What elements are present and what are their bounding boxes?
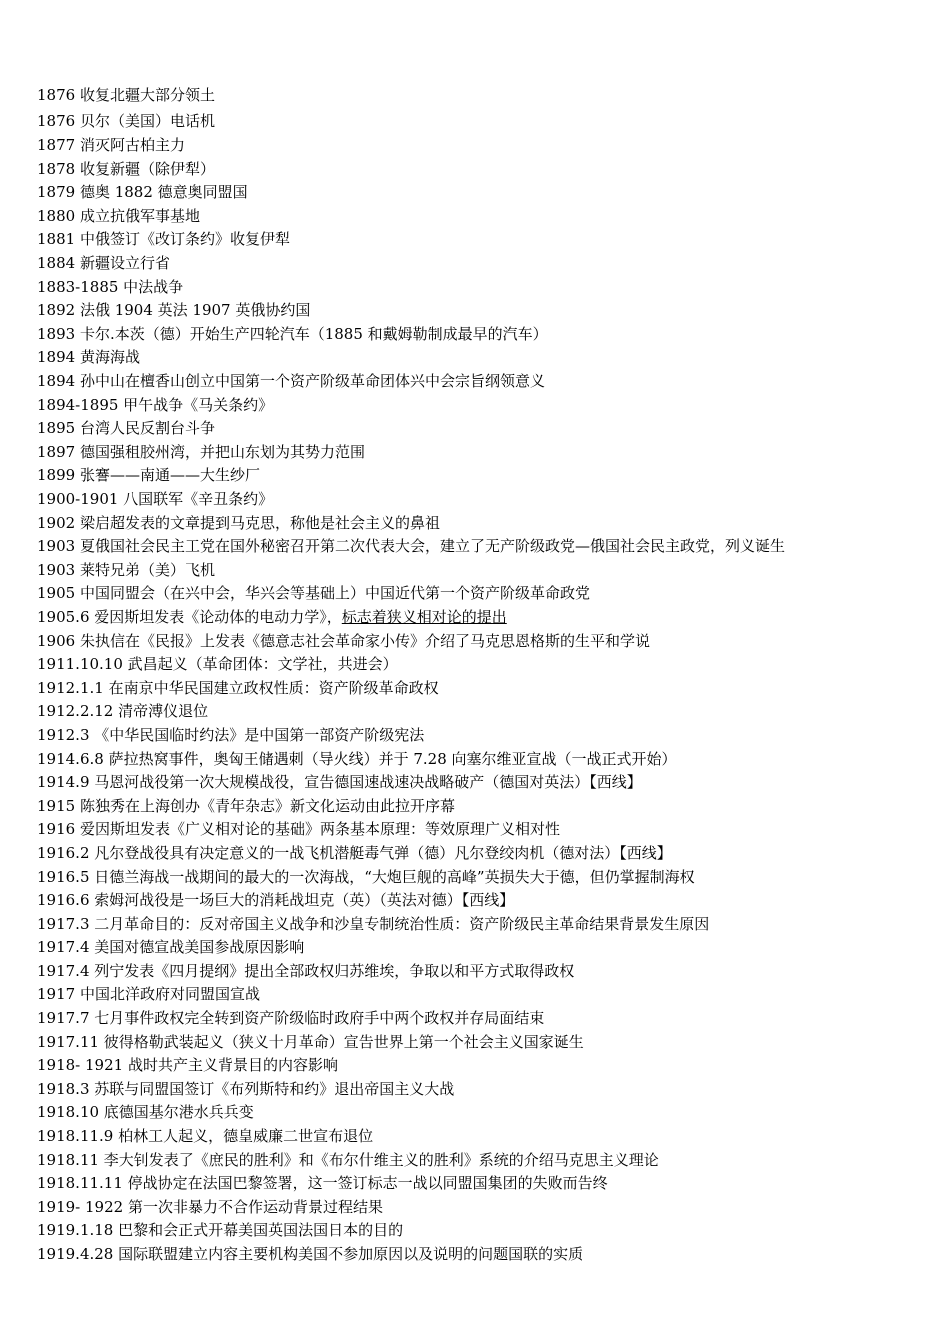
timeline-entry-text: 1895 台湾人民反割台斗争: [37, 419, 215, 438]
timeline-entry: [37, 771, 930, 795]
timeline-entry: [37, 889, 930, 913]
timeline-entry: [37, 700, 930, 724]
timeline-entry: [37, 158, 930, 182]
timeline-entry-text: 1894 黄海海战: [37, 348, 140, 367]
timeline-entry-text: 1893 卡尔.本茨（德）开始生产四轮汽车（1885 和戴姆勒制成最早的汽车）: [37, 324, 548, 343]
timeline-entry: [37, 1125, 930, 1149]
timeline-entry: [37, 276, 930, 300]
timeline-entry: [37, 983, 930, 1007]
timeline-entry: [37, 346, 930, 370]
timeline-entry-text: 1903 莱特兄弟（美）飞机: [37, 560, 215, 579]
timeline-entry-text: 1877 消灭阿古柏主力: [37, 136, 185, 155]
timeline-entry-text: 1917.11 彼得格勒武装起义（狭义十月革命）宣告世界上第一个社会主义国家诞生: [37, 1032, 584, 1051]
timeline-entry-text: 1903 夏俄国社会民主工党在国外秘密召开第二次代表大会，建立了无产阶级政党—俄国社会民主政党，列义诞生: [37, 537, 785, 556]
timeline-entry: [37, 1149, 930, 1173]
timeline-entry: [37, 1101, 930, 1125]
timeline-entry: [37, 795, 930, 819]
timeline-list: [37, 84, 930, 1267]
timeline-entry-text: 1917.4 美国对德宣战美国参战原因影响: [37, 938, 305, 957]
timeline-entry: [37, 866, 930, 890]
underlined-text: 标志着狭义相对论的提出: [341, 607, 507, 626]
timeline-entry-text: 1905.6 爱因斯坦发表《论动体的电动力学》，: [37, 607, 342, 626]
timeline-entry-text: 1914.9 马恩河战役第一次大规模战役，宣告德国速战速决战略破产（德国对英法）【西线】: [37, 773, 642, 792]
timeline-entry: [37, 370, 930, 394]
timeline-entry: [37, 1031, 930, 1055]
timeline-entry: [37, 417, 930, 441]
timeline-entry: [37, 582, 930, 606]
timeline-entry: [37, 842, 930, 866]
timeline-entry-text: 1906 朱执信在《民报》上发表《德意志社会革命家小传》介绍了马克思恩格斯的生平和学说: [37, 631, 650, 650]
timeline-entry-text: 1916.2 凡尔登战役具有决定意义的一战飞机潜艇毒气弹（德）凡尔登绞肉机（德对法）【西线】: [37, 843, 672, 862]
timeline-entry-text: 1919- 1922 第一次非暴力不合作运动背景过程结果: [37, 1197, 383, 1216]
timeline-entry: [37, 512, 930, 536]
timeline-entry-text: 1878 收复新疆（除伊犁）: [37, 159, 215, 178]
timeline-entry: [37, 1078, 930, 1102]
timeline-entry-text: 1917 中国北洋政府对同盟国宣战: [37, 985, 260, 1004]
timeline-entry-text: 1899 张謇——南通——大生纱厂: [37, 466, 260, 485]
timeline-entry: [37, 677, 930, 701]
timeline-entry: [37, 84, 930, 108]
timeline-entry-text: 1917.7 七月事件政权完全转到资产阶级临时政府手中两个政权并存局面结束: [37, 1009, 545, 1028]
timeline-entry: [37, 108, 930, 135]
timeline-entry-text: 1916 爱因斯坦发表《广义相对论的基础》两条基本原理：等效原理广义相对性: [37, 820, 560, 839]
timeline-entry: [37, 1243, 930, 1267]
timeline-entry-text: 1918- 1921 战时共产主义背景目的内容影响: [37, 1056, 338, 1075]
timeline-entry-text: 1916.6 索姆河战役是一场巨大的消耗战坦克（英）（英法对德）【西线】: [37, 891, 515, 910]
timeline-entry: [37, 1219, 930, 1243]
timeline-entry-text: 1876 贝尔（美国）电话机: [37, 111, 215, 130]
timeline-entry-text: 1912.2.12 清帝溥仪退位: [37, 702, 209, 721]
timeline-entry: [37, 818, 930, 842]
timeline-entry: [37, 488, 930, 512]
timeline-entry-text: 1915 陈独秀在上海创办《青年杂志》新文化运动由此拉开序幕: [37, 796, 455, 815]
timeline-entry-text: 1894 孙中山在檀香山创立中国第一个资产阶级革命团体兴中会宗旨纲领意义: [37, 372, 545, 391]
timeline-entry: [37, 1196, 930, 1220]
timeline-entry-text: 1905 中国同盟会（在兴中会，华兴会等基础上）中国近代第一个资产阶级革命政党: [37, 584, 590, 603]
timeline-entry-text: 1914.6.8 萨拉热窝事件，奥匈王储遇刺（导火线）并于 7.28 向塞尔维亚宣战（一战正式开始）: [37, 749, 677, 768]
timeline-entry-text: 1916.5 日德兰海战一战期间的最大的一次海战，“大炮巨舰的高峰”英损失大于德，但仍掌握制海权: [37, 867, 695, 886]
timeline-entry-text: 1880 成立抗俄军事基地: [37, 206, 200, 225]
timeline-entry-text: 1918.10 底德国基尔港水兵兵变: [37, 1103, 254, 1122]
timeline-entry: [37, 653, 930, 677]
timeline-entry-text: 1902 梁启超发表的文章提到马克思，称他是社会主义的鼻祖: [37, 513, 440, 532]
timeline-entry: [37, 441, 930, 465]
timeline-entry-text: 1918.11 李大钊发表了《庶民的胜利》和《布尔什维主义的胜利》系统的介绍马克思主义理论: [37, 1150, 659, 1169]
timeline-entry: [37, 181, 930, 205]
timeline-entry-text: 1884 新疆设立行省: [37, 254, 170, 273]
timeline-entry: [37, 464, 930, 488]
timeline-entry-text: 1917.3 二月革命目的：反对帝国主义战争和沙皇专制统治性质：资产阶级民主革命结果背景发生原因: [37, 914, 710, 933]
timeline-entry: [37, 748, 930, 772]
timeline-entry: [37, 205, 930, 229]
timeline-entry: [37, 1172, 930, 1196]
timeline-entry-text: 1876 收复北疆大部分领土: [37, 86, 215, 104]
timeline-entry: [37, 134, 930, 158]
timeline-entry-text: 1918.11.11 停战协定在法国巴黎签署，这一签订标志一战以同盟国集团的失败而告终: [37, 1174, 608, 1193]
timeline-entry: [37, 535, 930, 559]
timeline-entry-text: 1912.1.1 在南京中华民国建立政权性质：资产阶级革命政权: [37, 678, 439, 697]
timeline-entry-text: 1918.11.9 柏林工人起义，德皇威廉二世宣布退位: [37, 1127, 374, 1146]
timeline-entry: [37, 323, 930, 347]
timeline-entry-text: 1897 德国强租胶州湾，并把山东划为其势力范围: [37, 442, 365, 461]
timeline-entry-text: 1918.3 苏联与同盟国签订《布列斯特和约》退出帝国主义大战: [37, 1079, 455, 1098]
timeline-entry-text: 1911.10.10 武昌起义（革命团体：文学社，共进会）: [37, 655, 398, 674]
timeline-entry-text: 1892 法俄 1904 英法 1907 英俄协约国: [37, 301, 311, 320]
timeline-entry-text: 1879 德奥 1882 德意奥同盟国: [37, 183, 248, 202]
timeline-entry: [37, 960, 930, 984]
timeline-entry-text: 1883-1885 中法战争: [37, 277, 184, 296]
timeline-entry: [37, 559, 930, 583]
timeline-entry-text: 1912.3 《中华民国临时约法》是中国第一部资产阶级宪法: [37, 725, 425, 744]
timeline-entry: [37, 606, 930, 630]
timeline-entry: [37, 1007, 930, 1031]
timeline-entry: [37, 299, 930, 323]
timeline-entry: [37, 228, 930, 252]
timeline-entry: [37, 936, 930, 960]
timeline-entry: [37, 1054, 930, 1078]
timeline-entry: [37, 630, 930, 654]
timeline-entry: [37, 252, 930, 276]
timeline-entry-text: 1919.4.28 国际联盟建立内容主要机构美国不参加原因以及说明的问题国联的实质: [37, 1245, 584, 1263]
timeline-entry-text: 1919.1.18 巴黎和会正式开幕美国英国法国日本的目的: [37, 1221, 404, 1240]
timeline-entry-text: 1917.4 列宁发表《四月提纲》提出全部政权归苏维埃，争取以和平方式取得政权: [37, 961, 575, 980]
timeline-entry: [37, 394, 930, 418]
timeline-entry-text: 1900-1901 八国联军《辛丑条约》: [37, 490, 274, 508]
timeline-entry: [37, 913, 930, 937]
timeline-entry-text: 1894-1895 甲午战争《马关条约》: [37, 395, 274, 414]
timeline-entry-text: 1881 中俄签订《改订条约》收复伊犁: [37, 230, 290, 249]
timeline-entry: [37, 724, 930, 748]
